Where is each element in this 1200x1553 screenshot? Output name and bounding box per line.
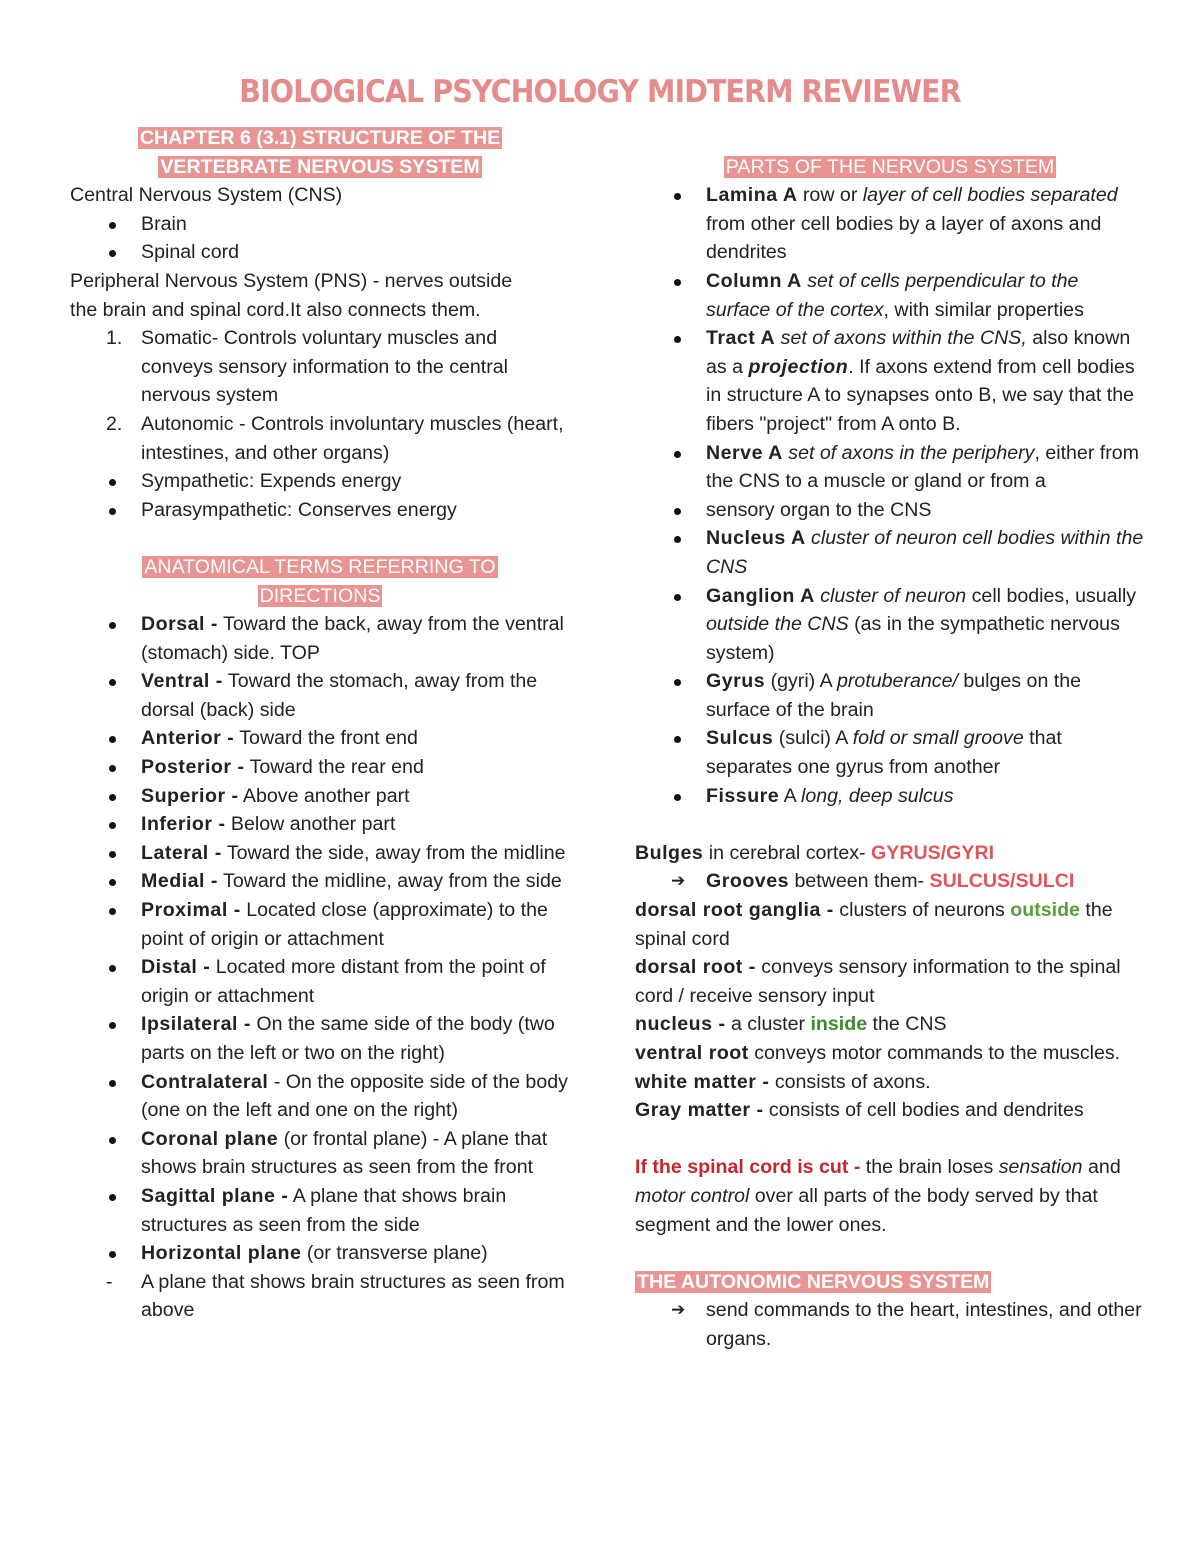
numbered-item: 2. Autonomic - Controls involuntary muscles (heart, intestines, and other organs) (106, 412, 564, 464)
term-definition: Toward the front end (234, 727, 418, 750)
bullet-icon (109, 822, 116, 829)
term-item (70, 724, 570, 753)
term-label: Dorsal - (141, 613, 218, 636)
term-label: Inferior - (141, 813, 226, 836)
term-definition: Above another part (238, 784, 410, 807)
bullet-icon (674, 794, 681, 801)
term-label: Contralateral (141, 1070, 269, 1093)
bullet-icon (674, 536, 681, 543)
term-item (70, 1068, 570, 1125)
bullet-icon (109, 508, 116, 515)
term-definition: Located close (approximate) to the point of origin or attachment (141, 899, 548, 950)
term-item (70, 810, 570, 839)
bullet-icon (109, 250, 116, 257)
term-item (70, 782, 570, 811)
term-item (70, 610, 570, 667)
arrow-icon: ➔ (671, 1300, 686, 1320)
chapter-heading-line1: CHAPTER 6 (3.1) STRUCTURE OF THE (139, 127, 501, 149)
term-definition: (or frontal plane) - A plane that shows brain structures as seen from the front (141, 1127, 548, 1179)
dorsal-root-line: dorsal root - conveys sensory information to the spinal cord / receive sensory input (635, 956, 1121, 1007)
list-item: Nerve A set of axons in the periphery, either from the CNS to a muscle or gland or from a (635, 439, 1145, 496)
bullet-icon (109, 622, 116, 629)
bullet-icon (109, 965, 116, 972)
bullet-icon (109, 1194, 116, 1201)
term-label: Posterior - (141, 756, 245, 779)
term-item (70, 1239, 570, 1268)
list-item: Ganglion A cluster of neuron cell bodies, usually outside the CNS (as in the sympathetic nervous system) (635, 582, 1145, 668)
term-item (70, 667, 570, 724)
bullet-icon (674, 508, 681, 515)
term-item (70, 953, 570, 1010)
bullet-icon (674, 193, 681, 200)
cns-label: Central Nervous System (CNS) (70, 184, 343, 207)
anatomical-heading (70, 553, 570, 610)
term-definition: Toward the back, away from the ventral (stomach) side. TOP (141, 613, 564, 664)
drg-line: dorsal root ganglia - clusters of neurons outside the spinal cord (635, 899, 1113, 950)
term-definition: Located more distant from the point of origin or attachment (141, 956, 546, 1007)
term-label: Medial - (141, 870, 218, 893)
bullet-icon (109, 479, 116, 486)
bullet-icon (109, 879, 116, 886)
list-item: ➔ send commands to the heart, intestines, and other organs. (635, 1296, 1145, 1353)
term-item (70, 753, 570, 782)
bulges-line: Bulges in cerebral cortex- GYRUS/GYRI (635, 841, 995, 864)
list-item: Column A set of cells perpendicular to the surface of the cortex, with similar properties (635, 267, 1145, 324)
term-item (70, 867, 570, 896)
bullet-icon (674, 594, 681, 601)
term-label: Anterior - (141, 727, 235, 750)
bullet-icon (109, 1137, 116, 1144)
term-definition: On the same side of the body (two parts on the left or two on the right) (141, 1013, 555, 1064)
page-title: BIOLOGICAL PSYCHOLOGY MIDTERM REVIEWER (239, 74, 961, 110)
arrow-icon: ➔ (671, 871, 686, 891)
terms-list (70, 610, 570, 1268)
bullet-icon (109, 679, 116, 686)
chapter-heading (70, 124, 570, 181)
bullet-icon (109, 908, 116, 915)
bullet-icon (109, 1080, 116, 1087)
gray-matter-line: Gray matter - consists of cell bodies and dendrites (635, 1099, 1084, 1122)
list-item: Sulcus (sulci) A fold or small groove that separates one gyrus from another (635, 724, 1145, 781)
bullet-icon (674, 451, 681, 458)
spinal-cut-paragraph: If the spinal cord is cut - the brain loses sensation and motor control over all parts of the body served by that segment and the lower ones. (635, 1156, 1121, 1236)
term-label: Proximal - (141, 899, 241, 922)
list-item: sensory organ to the CNS (635, 496, 1145, 525)
term-definition: Toward the side, away from the midline (221, 841, 566, 864)
term-label: Distal - (141, 956, 211, 979)
right-column (635, 124, 1145, 1354)
pns-text: Peripheral Nervous System (PNS) - nerves outside the brain and spinal cord.It also connects them. (70, 269, 513, 321)
list-item: Fissure A long, deep sulcus (635, 782, 1145, 811)
chapter-heading-line2: VERTEBRATE NERVOUS SYSTEM (160, 155, 480, 178)
term-definition: Below another part (225, 813, 396, 836)
bullet-icon (109, 1251, 116, 1258)
term-definition: Toward the stomach, away from the dorsal (back) side (141, 670, 538, 721)
bullet-icon (109, 736, 116, 743)
ans-heading: THE AUTONOMIC NERVOUS SYSTEM (637, 1270, 990, 1293)
nucleus-line: nucleus - a cluster inside the CNS (635, 1013, 947, 1036)
list-item: Gyrus (gyri) A protuberance/ bulges on the surface of the brain (635, 667, 1145, 724)
term-item (70, 1010, 570, 1067)
list-item: Spinal cord (70, 238, 570, 267)
list-item: - A plane that shows brain structures as seen from above (106, 1270, 565, 1322)
term-definition: - On the opposite side of the body (one on the left and one on the right) (141, 1070, 568, 1122)
white-matter-line: white matter - consists of axons. (635, 1070, 931, 1093)
term-label: Sagittal plane - (141, 1184, 289, 1207)
term-label: Lateral - (141, 841, 222, 864)
term-definition: (or transverse plane) (301, 1242, 488, 1265)
term-definition: Toward the rear end (244, 756, 424, 779)
list-item: Brain (70, 210, 570, 239)
term-item (70, 896, 570, 953)
grooves-line: ➔ Grooves between them- SULCUS/SULCI (635, 867, 1145, 896)
bullet-icon (109, 794, 116, 801)
bullet-icon (674, 279, 681, 286)
list-item: Nucleus A cluster of neuron cell bodies within the CNS (635, 524, 1145, 581)
bullet-icon (109, 765, 116, 772)
term-item (70, 1125, 570, 1182)
ventral-root-line: ventral root conveys motor commands to the muscles. (635, 1042, 1121, 1064)
left-column (70, 124, 570, 1325)
bullet-icon (674, 679, 681, 686)
anatomical-heading-line2: DIRECTIONS (259, 584, 381, 607)
bullet-icon (674, 736, 681, 743)
parts-heading: PARTS OF THE NERVOUS SYSTEM (725, 155, 1055, 178)
bullet-icon (674, 336, 681, 343)
term-definition: Toward the midline, away from the side (217, 870, 562, 893)
term-label: Ipsilateral - (141, 1013, 251, 1036)
term-item (70, 1182, 570, 1239)
term-label: Superior - (141, 784, 239, 807)
term-item (70, 839, 570, 868)
anatomical-heading-line1: ANATOMICAL TERMS REFERRING TO (144, 555, 496, 578)
bullet-icon (109, 851, 116, 858)
term-label: Ventral - (141, 670, 223, 693)
list-item: Tract A set of axons within the CNS, also known as a projection. If axons extend from cell bodies in structure A to synapses onto B, we say that the fibers "project" from A onto B. (635, 324, 1145, 438)
bullet-icon (109, 1022, 116, 1029)
list-item: Sympathetic: Expends energy (70, 467, 570, 496)
term-definition: A plane that shows brain structures as seen from the side (141, 1184, 507, 1236)
bullet-icon (109, 222, 116, 229)
list-item: Parasympathetic: Conserves energy (70, 496, 570, 525)
numbered-item: 1. Somatic- Controls voluntary muscles and conveys sensory information to the central nervous system (106, 327, 509, 407)
list-item: Lamina A row or layer of cell bodies separated from other cell bodies by a layer of axons and dendrites (635, 181, 1145, 267)
term-label: Horizontal plane (141, 1242, 302, 1265)
term-label: Coronal plane (141, 1127, 279, 1150)
